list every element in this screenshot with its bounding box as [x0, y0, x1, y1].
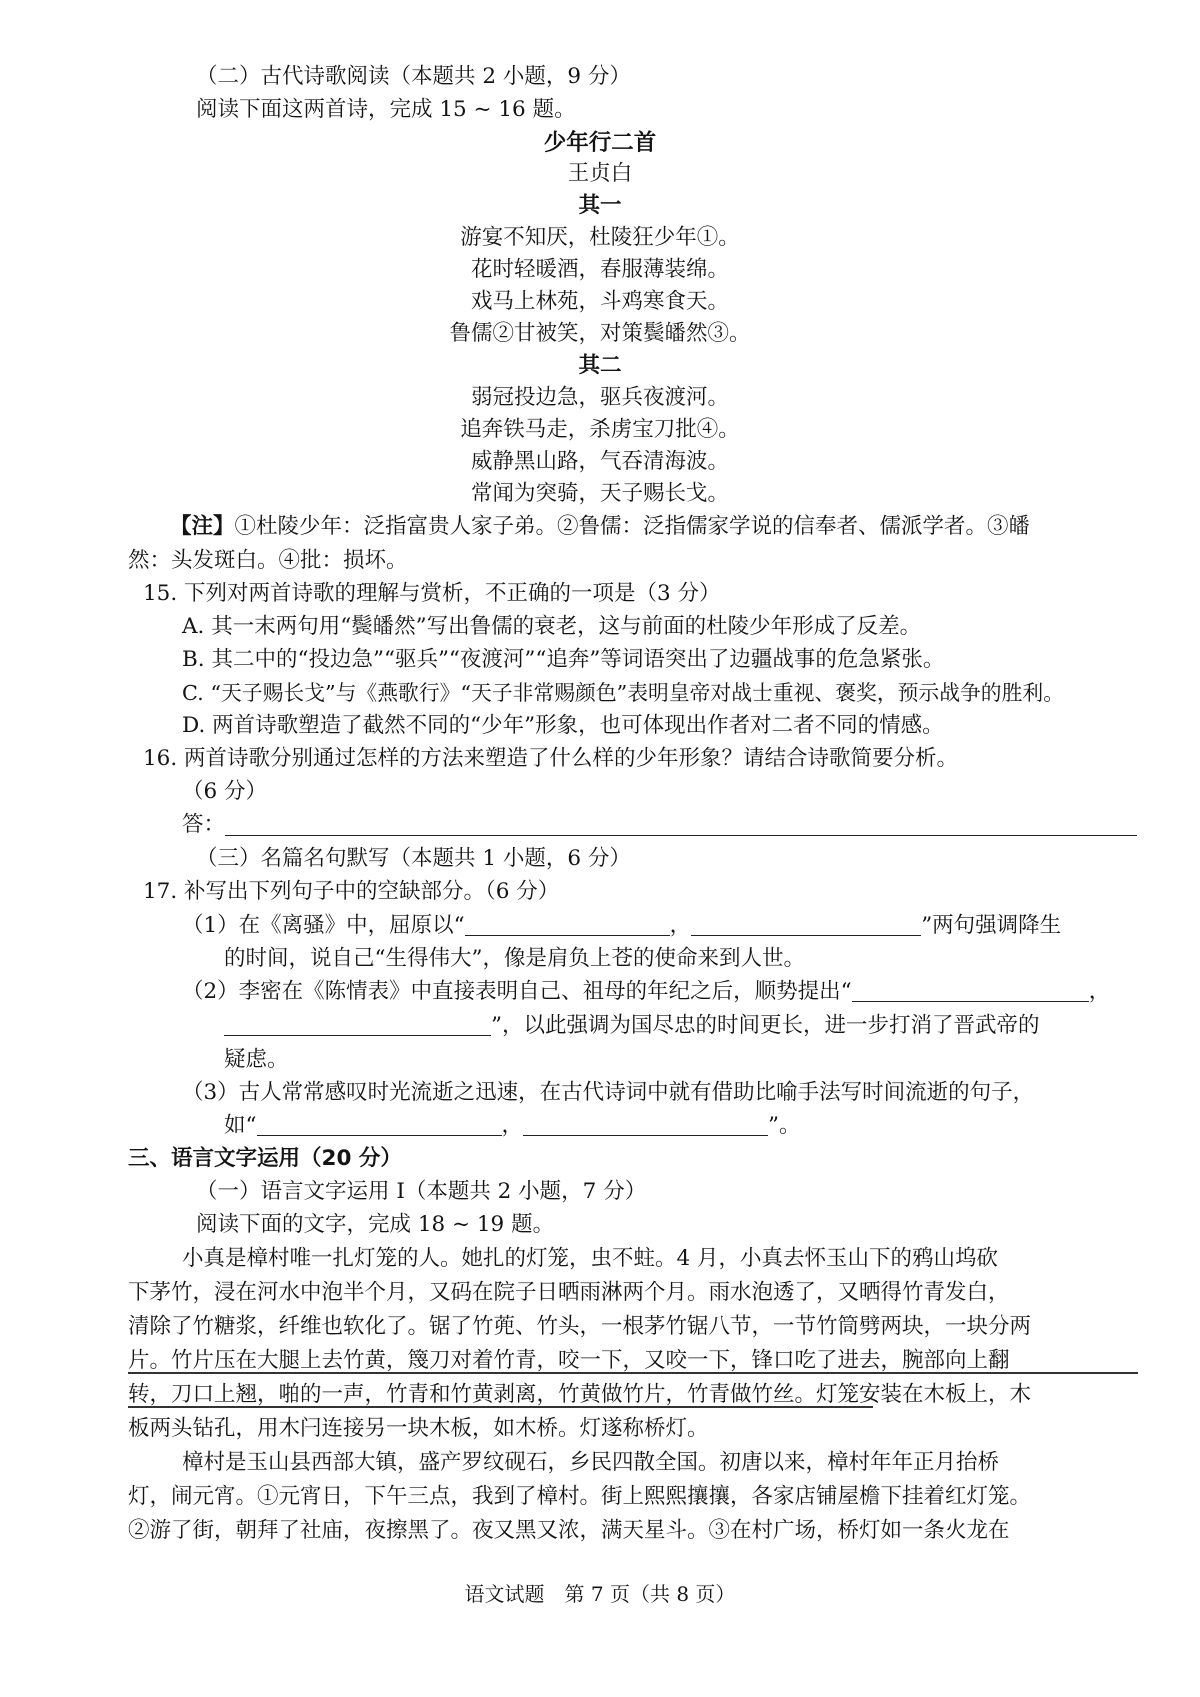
part-heading: 三、语言文字运用（20 分） [128, 1146, 402, 1171]
passage-line: 樟村是玉山县西部大镇，盛产罗纹砚石，乡民四散全国。初唐以来，樟村年年正月抬桥 [182, 1450, 1000, 1475]
fill-blank[interactable] [224, 1013, 491, 1036]
fill-blank[interactable] [257, 1113, 502, 1136]
answer-label: 答： [182, 812, 226, 837]
poem-line: 花时轻暖酒，春服薄装绵。 [470, 257, 729, 282]
passage-line: 片。竹片压在大腿上去竹黄，篾刀对着竹青，咬一下，又咬一下，锋口吃了进去，腕部向上翻 [128, 1348, 1010, 1373]
section-heading: （二）古代诗歌阅读（本题共 2 小题，9 分） [196, 64, 631, 89]
option-d: D. 两首诗歌塑造了截然不同的“少年”形象，也可体现出作者对二者不同的情感。 [182, 713, 944, 738]
fill-blank[interactable] [523, 1113, 768, 1136]
reading-instruction: 阅读下面这两首诗，完成 15 ~ 16 题。 [196, 97, 576, 122]
poem-line: 弱冠投边急，驱兵夜渡河。 [470, 385, 729, 410]
fill-blank[interactable] [691, 913, 921, 936]
q17-item-2: （2）李密在《陈情表》中直接表明自己、祖母的年纪之后，顺势提出“ ， [182, 979, 1111, 1004]
poem-line: 威静黑山路，气吞清海波。 [470, 449, 729, 474]
question-17-stem: 17. 补写出下列句子中的空缺部分。（6 分） [143, 879, 560, 904]
passage-line: 下茅竹，浸在河水中泡半个月，又码在院子日晒雨淋两个月。雨水泡透了，又晒得竹青发白， [128, 1280, 1010, 1305]
poem-line: 常闻为突骑，天子赐长戈。 [470, 481, 729, 506]
poem-title: 少年行二首 [543, 130, 657, 156]
notes-line: 然：头发斑白。④批：损坏。 [128, 548, 408, 573]
option-c: C. “天子赐长戈”与《燕歌行》“天子非常赐颜色”表明皇帝对战士重视、褒奖，预示战争的胜利。 [182, 681, 1064, 705]
poem-part-heading: 其二 [578, 353, 622, 378]
fill-blank[interactable] [852, 979, 1089, 1002]
fill-blank[interactable] [465, 913, 670, 936]
poem-line: 游宴不知厌，杜陵狂少年①。 [460, 225, 740, 250]
q17-item-3: （3）古人常常感叹时光流逝之迅速，在古代诗词中就有借助比喻手法写时间流逝的句子， [182, 1080, 1035, 1105]
passage-line: ②游了街，朝拜了社庙，夜擦黑了。夜又黑又浓，满天星斗。③在村广场，桥灯如一条火龙在 [128, 1518, 1010, 1543]
underline-mark [128, 1372, 1138, 1374]
poem-line: 戏马上林苑，斗鸡寒食天。 [470, 289, 729, 314]
poem-line: 鲁儒②甘被笑，对策鬓皤然③。 [449, 321, 751, 346]
poem-author: 王贞白 [567, 161, 633, 186]
q17-item-3-cont: 如“ ， ”。 [224, 1113, 801, 1138]
option-a: A. 其一末两句用“鬓皤然”写出鲁儒的衰老，这与前面的杜陵少年形成了反差。 [182, 614, 922, 639]
section-heading: （三）名篇名句默写（本题共 1 小题，6 分） [196, 846, 631, 871]
underline-mark [128, 1406, 873, 1408]
passage-line: 灯，闹元宵。①元宵日，下午三点，我到了樟村。街上熙熙攘攘，各家店铺屋檐下挂着红灯笼。 [128, 1484, 1032, 1509]
q17-item-1-cont: 的时间，说自己“生得伟大”，像是肩负上苍的使命来到人世。 [224, 946, 805, 971]
q17-item-2-end: 疑虑。 [224, 1047, 289, 1072]
notes-label: 【注】 [170, 514, 235, 539]
answer-line [225, 835, 1137, 836]
option-b: B. 其二中的“投边急”“驱兵”“夜渡河”“追奔”等词语突出了边疆战事的危急紧张。 [182, 647, 945, 672]
reading-instruction: 阅读下面的文字，完成 18 ~ 19 题。 [196, 1212, 555, 1237]
q17-item-2-cont: ”，以此强调为国尽忠的时间更长，进一步打消了晋武帝的 [224, 1009, 1040, 1043]
notes-line [170, 510, 1030, 544]
poem-part-heading: 其一 [578, 193, 622, 218]
notes-text: ①杜陵少年：泛指富贵人家子弟。②鲁儒：泛指儒家学说的信奉者、儒派学者。③皤 [234, 514, 1031, 539]
question-16-stem: 16. 两首诗歌分别通过怎样的方法来塑造了什么样的少年形象？请结合诗歌简要分析。 [143, 746, 959, 771]
passage-line: 清除了竹糖浆，纤维也软化了。锯了竹蔸、竹头，一根茅竹锯八节，一节竹筒劈两块，一块分两 [128, 1314, 1032, 1339]
q17-item-1: （1）在《离骚》中，屈原以“ ， ”两句强调降生 [182, 913, 1062, 938]
question-15-stem: 15. 下列对两首诗歌的理解与赏析，不正确的一项是（3 分） [143, 581, 721, 606]
passage-line: 转，刀口上翘，啪的一声，竹青和竹黄剥离，竹黄做竹片，竹青做竹丝。灯笼安装在木板上，木 [128, 1382, 1032, 1407]
page-footer: 语文试题 第 7 页（共 8 页） [464, 1582, 736, 1606]
section-heading: （一）语言文字运用 Ⅰ（本题共 2 小题，7 分） [196, 1179, 647, 1204]
passage-line: 板两头钻孔，用木闩连接另一块木板，如木桥。灯遂称桥灯。 [128, 1416, 709, 1441]
question-16-score: （6 分） [182, 779, 268, 804]
poem-line: 追奔铁马走，杀虏宝刀批④。 [460, 417, 740, 442]
passage-line: 小真是樟村唯一扎灯笼的人。她扎的灯笼，虫不蛀。4 月，小真去怀玉山下的鸦山坞砍 [182, 1246, 999, 1271]
